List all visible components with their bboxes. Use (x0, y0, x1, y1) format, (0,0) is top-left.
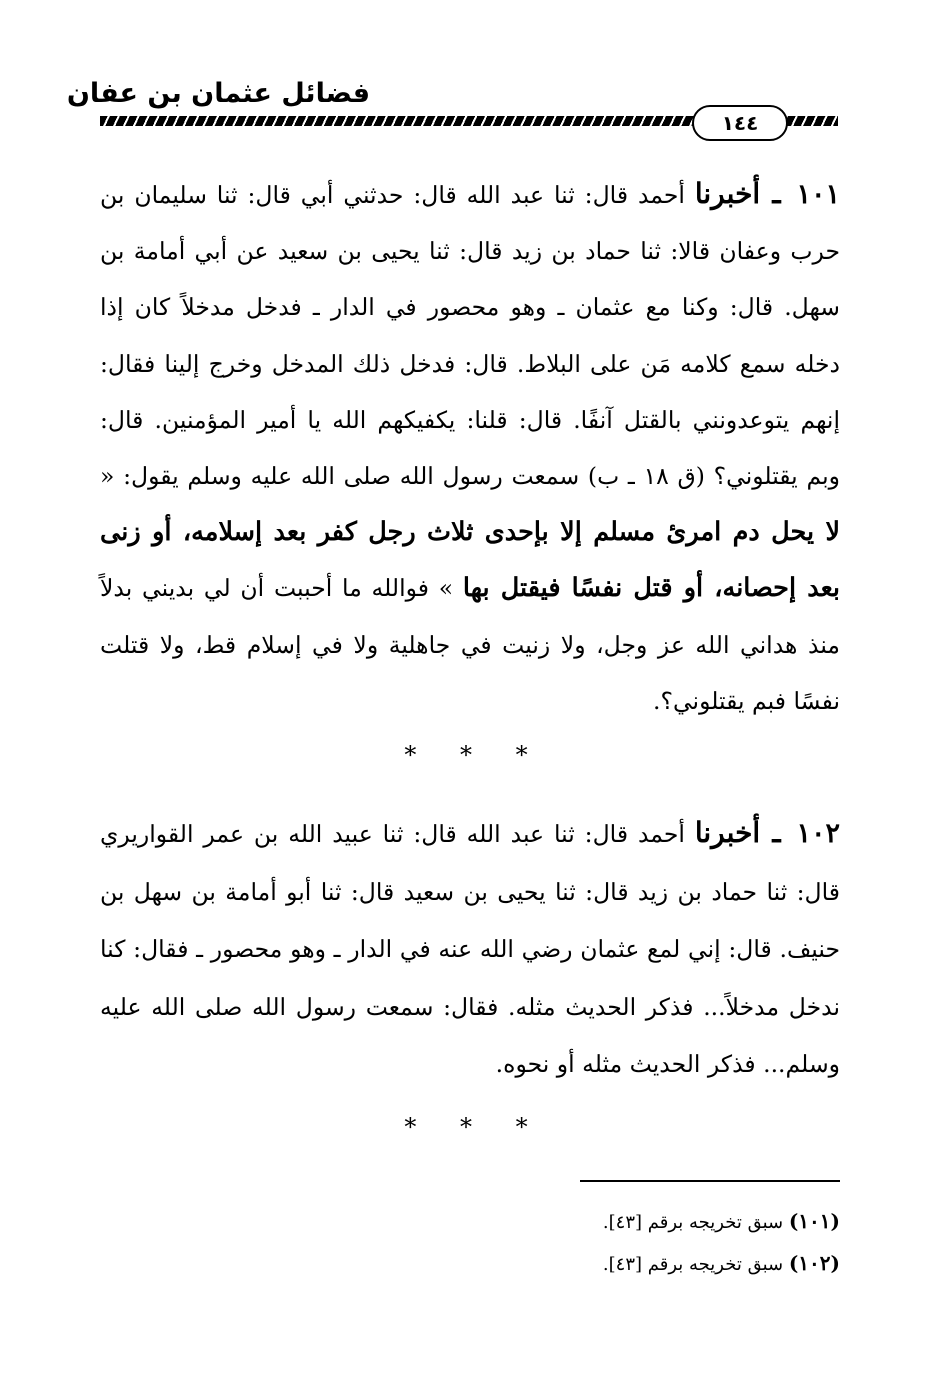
footnote-text: سبق تخريجه برقم [٤٣]. (602, 1254, 789, 1275)
entry-text-continued: » فوالله ما أحببت أن لي بديني بدلاً منذ هداني الله عز وجل، ولا زنيت في جاهلية ولا في إسلام قط، ولا قتلت نفسًا فبم يقتلوني؟. (100, 574, 840, 715)
entry-number: ١٠١ (796, 179, 840, 210)
footnote-divider (580, 1180, 840, 1182)
entry-text: أحمد قال: ثنا عبد الله قال: ثنا عبيد الله بن عمر القواريري قال: ثنا حماد بن زيد قال: ثنا يحيى بن سعيد قال: ثنا أبو أمامة بن سهل بن حنيف. قال: إني لمع عثمان رضي الله عنه في الدار ـ وهو محصور ـ فقال: كنا ندخل مدخلاً... فذكر الحديث مثله. فقال: سمعت رسول الله صلى الله عليه وسلم... فذكر الحديث مثله أو نحوه. (100, 820, 840, 1078)
footnote (480, 1248, 840, 1280)
footnote-number: (١٠١) (788, 1209, 840, 1233)
entry-text: أحمد قال: ثنا عبد الله قال: حدثني أبي قال: ثنا سليمان بن حرب وعفان قالا: ثنا حماد بن زيد قال: ثنا يحيى بن سعيد عن أبي أمامة بن سهل. قال: وكنا مع عثمان ـ وهو محصور في الدار ـ فدخل مدخلاً كان إذا دخله سمع كلامه مَن على البلاط. قال: فدخل ذلك المدخل وخرج إلينا فقال: إنهم يتوعدونني بالقتل آنفًا. قال: قلنا: يكفيكهم الله يا أمير المؤمنين. قال: وبم يقتلوني؟ (ق ١٨ ـ ب) سمعت رسول الله صلى الله عليه وسلم يقول: « (100, 181, 840, 491)
footnote (480, 1206, 840, 1238)
entry-lead-word: ـ أخبرنا (694, 177, 781, 210)
book-title: فضائل عثمان بن عفان (66, 78, 370, 109)
entry-lead-word: ـ أخبرنا (694, 816, 781, 849)
page-header (0, 0, 950, 140)
hadith-entry-102 (100, 804, 840, 1094)
entry-number: ١٠٢ (796, 818, 840, 849)
hadith-entry-101 (100, 166, 840, 729)
footnote-number: (١٠٢) (788, 1251, 840, 1275)
section-separator: * * * (404, 741, 546, 769)
hadith-quote: لا يحل دم امرئ مسلم إلا بإحدى ثلاث رجل كفر بعد إسلامه، أو زنى بعد إحصانه، أو قتل نفسًا فيقتل بها (100, 517, 840, 604)
footnote-text: سبق تخريجه برقم [٤٣]. (602, 1212, 789, 1233)
section-separator: * * * (404, 1113, 546, 1141)
header-rule-left (100, 116, 700, 126)
page-number: ١٤٤ (692, 105, 788, 141)
